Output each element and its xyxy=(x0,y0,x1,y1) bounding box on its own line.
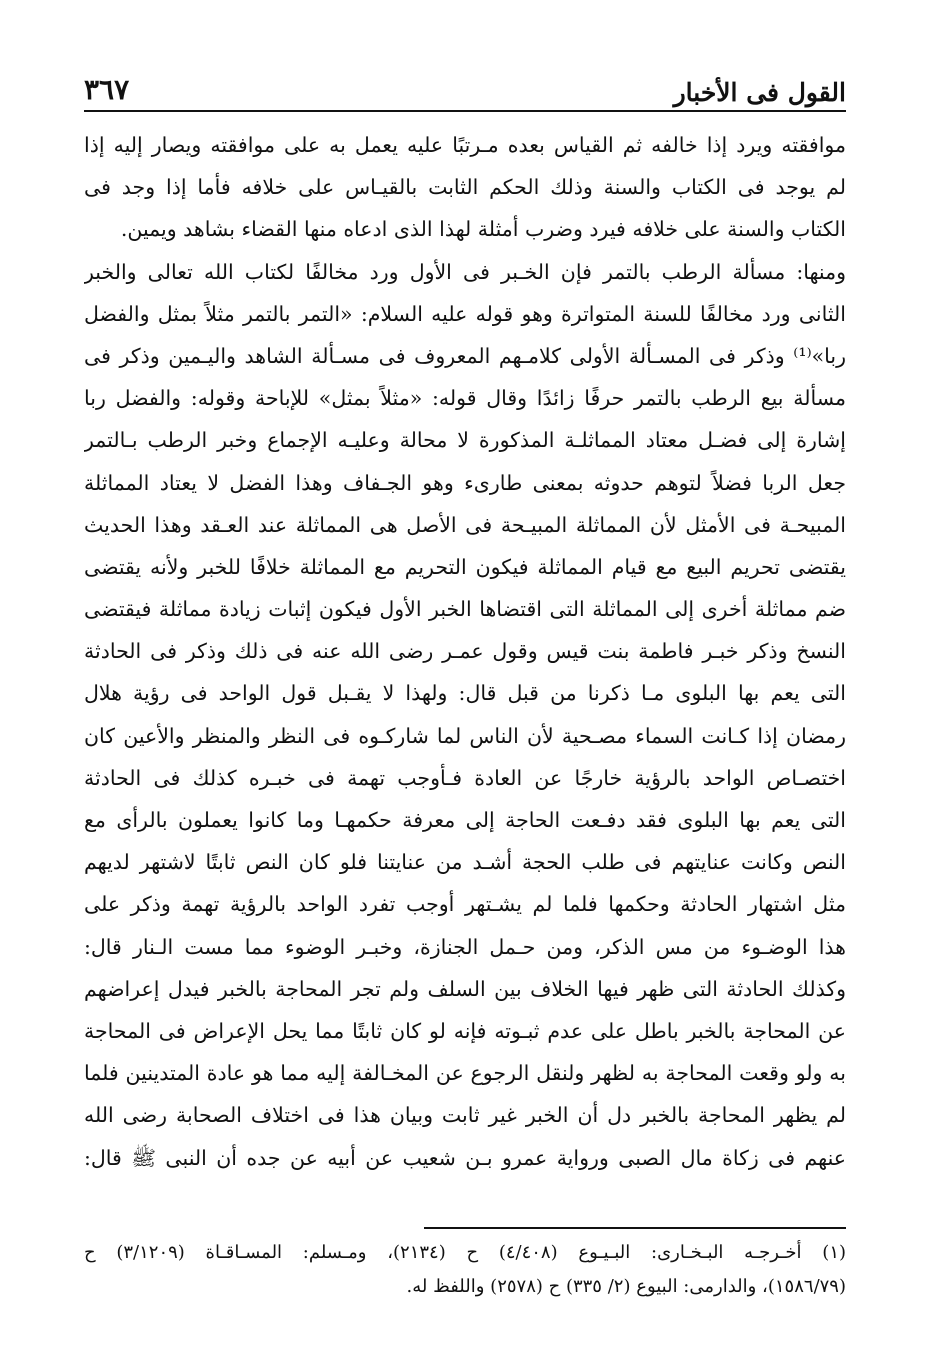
text-line: التى يعم بها البلوى مـا ذكرنا من قبل قال: ولهذا لا يقـبل قول الواحد فى رؤية هلال xyxy=(84,681,846,706)
text-line: لم يظهر المحاجة بالخبر دل أن الخبر غير ثابت وبيان هذا فى اختلاف الصحابة رضى الله xyxy=(84,1103,846,1128)
text-line: النص وكانت عنايتهم فى طلب الحجة أشـد من عنايتنا فلو كان النص ثابتًا لاشتهر لديهم xyxy=(84,850,846,875)
text-line: جعل الربا فضلاً لتوهم حدوثه بمعنى طارىء وهو الجـفاف وهذا الفضل لا يعتاد المماثلة xyxy=(84,470,846,495)
text-line: وكذلك الحادثة التى ظهر فيها الخلاف بين السلف ولم تجر المحاجة بالخبر فيدل إعراضهم xyxy=(84,976,846,1001)
main-text xyxy=(84,124,846,1179)
text-line: ربا»⁽¹⁾ وذكر فى المسـألة الأولى كلامـهم المعروف فى مسـألة الشاهد واليـمين وذكر فى xyxy=(84,343,846,368)
text-line: عنهم فى زكاة مال الصبى ورواية عمرو بـن شعيب عن أبيه عن جده أن النبى ﷺ قال: xyxy=(84,1145,846,1170)
text-line: النسخ وذكر خبـر فاطمة بنت قيس وقول عمـر رضى الله عنه فى ذلك وذكر فى الحادثة xyxy=(84,639,846,664)
text-line: المبيحـة فى الأمثل لأن المماثلة المبيـحة فى الأصل هى المماثلة عند العـقد وهذا الحديث xyxy=(84,512,846,537)
text-line: التى يعم بها البلوى فقد دفـعت الحاجة إلى معرفة حكمهـا وما كانوا يعملون بالرأى مع xyxy=(84,808,846,832)
page-header xyxy=(84,72,846,108)
text-line: ومنها: مسألة الرطب بالتمر فإن الخـبر فى الأول ورد مخالفًا لكتاب الله تعالى والخبر xyxy=(84,259,846,284)
header-divider xyxy=(84,110,846,112)
text-line: موافقته ويرد إذا خالفه ثم القياس بعده مـرتبًا عليه يعمل به على موافقته ويصار إليه إذا xyxy=(84,133,846,157)
text-line: الكتاب والسنة على خلافه فيرد وضرب أمثلة لهذا الذى ادعاه منها القضاء بشاهد ويمين. xyxy=(120,217,846,242)
text-line: يقتضى تحريم البيع مع قيام المماثلة فيكون التحريم مع المماثلة خلافًا للخبر ولأنه يقتضى xyxy=(84,554,846,579)
text-line: هذا الوضـوء من مس الذكر، ومن حـمل الجنازة، وخبـر الوضوء مما مست الـنار قال: xyxy=(84,934,846,959)
text-line: إشارة إلى فضـل معتاد المماثلـة المذكورة لا محالة وعليـه الإجماع وخبر الرطب بـالتمر xyxy=(84,428,846,453)
footnote-line: (١٥٨٦/٧٩)، والدارمى: البيوع (٢/ ٣٣٥) ح (٢٥٧٨) واللفظ له. xyxy=(406,1276,846,1297)
footnote-divider xyxy=(424,1227,846,1229)
page-number: ٣٦٧ xyxy=(84,73,130,106)
footnote-line: (١) أخـرجـه البـخـارى: البـيـوع (٤/٤٠٨) ح (٢١٣٤)، ومـسلم: المسـاقـاة (٣/١٢٠٩) ح xyxy=(84,1242,846,1263)
text-line: عن المحاجة بالخبر باطل على عدم ثبـوته فإنه لو كان ثابتًا مما يحل الإعراض فى المحاجة xyxy=(84,1018,846,1043)
text-line: مسألة بيع الرطب بالتمر حرفًا زائدًا وقال قوله: «مثلاً بمثل» للإباحة وقوله: والفضل ربا xyxy=(84,386,846,411)
text-line: لم يوجد فى الكتاب والسنة وذلك الحكم الثابت بالقيـاس على خلافه فأما إذا وجد فى xyxy=(84,175,846,200)
text-line: رمضان إذا كـانت السماء مصـحية لأن الناس لما شاركـوه فى النظر والمنظر والأعين كان xyxy=(84,723,846,748)
running-title: القول فى الأخبار xyxy=(673,78,846,107)
text-line: ضم مماثلة أخرى إلى المماثلة التى اقتضاها الخبر الأول فيكون إثبات زيادة مماثلة فيقتضى xyxy=(84,597,846,622)
text-line: اختصـاص الواحد بالرؤية خارجًا عن العادة فـأوجب تهمة فى خبـره كذلك فى الحادثة xyxy=(84,765,846,790)
footnotes xyxy=(84,1236,846,1304)
text-line: الثانى ورد مخالفًا للسنة المتواترة وهو قوله عليه السلام: «التمر بالتمر مثلاً بمثل والفضل xyxy=(84,301,846,326)
text-line: به ولو وقعت المحاجة به لظهر ولنقل الرجوع عن المخـالفة إليه مما هو عادة المتدينين فلما xyxy=(84,1061,846,1086)
text-line: مثل اشتهار الحادثة وحكمها فلما لم يشـتهر أوجب تفرد الواحد بالرؤية تهمة وذكر على xyxy=(84,892,846,917)
